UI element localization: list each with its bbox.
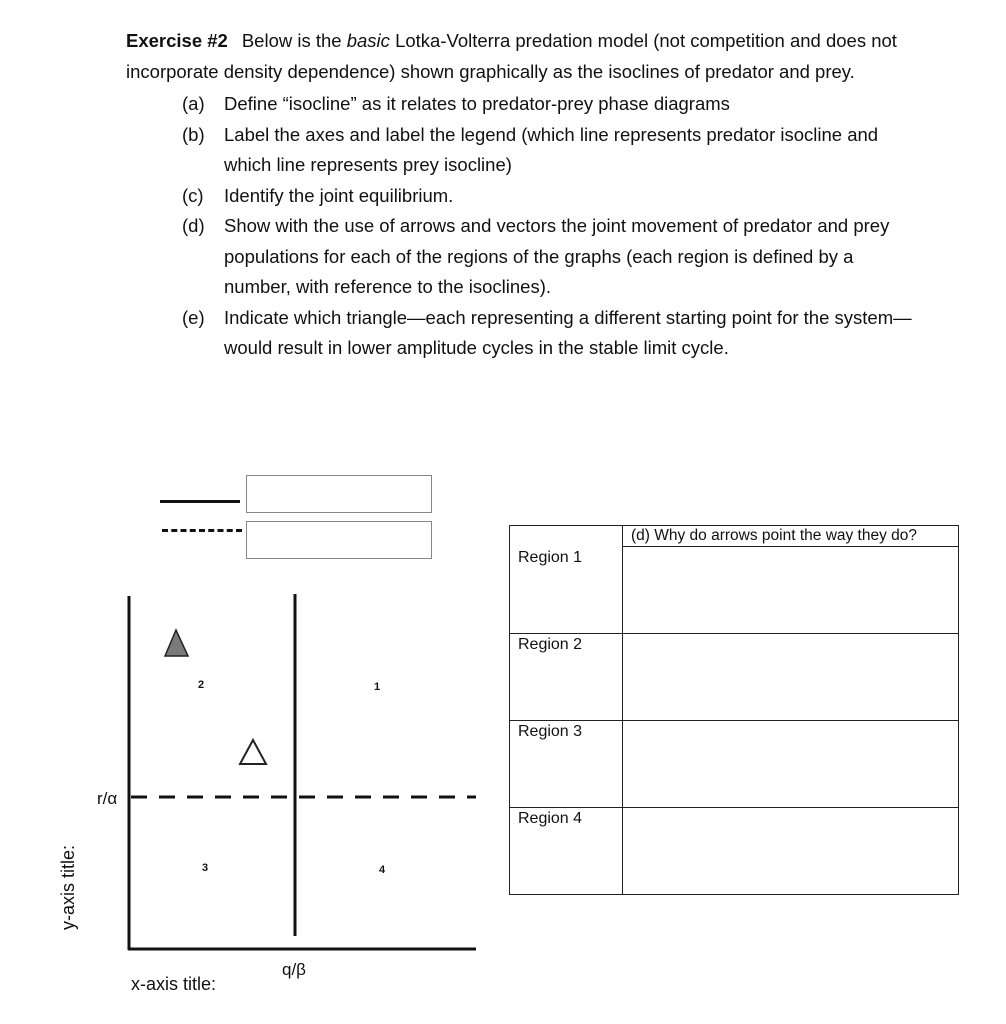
- region-answer-table: [509, 525, 959, 895]
- table-header-blank: [510, 526, 623, 547]
- region-number-3: 3: [202, 862, 209, 874]
- answer-cell-region-3[interactable]: [623, 720, 959, 807]
- intro-part-1: Below is the: [241, 30, 347, 51]
- question-item-b: [126, 120, 916, 181]
- open-triangle-icon: [240, 740, 266, 764]
- legend-solid-label-box[interactable]: [246, 475, 432, 513]
- item-mark: (c): [182, 184, 204, 206]
- item-text: Indicate which triangle—each representing a different starting point for the system—would result in lower amplitude cycles in the stable limit cycle.: [224, 306, 912, 358]
- table-header-row: [510, 526, 959, 547]
- exercise-text: [126, 26, 916, 364]
- intro-part-2: Lotka-Volterra predation model (not competition and does not incorporate density dependence) shown graphically as the isoclines of predator and prey.: [126, 30, 897, 82]
- question-item-d: [126, 211, 916, 303]
- x-isocline-label: q/β: [282, 960, 306, 979]
- legend-dashed-line: [162, 529, 242, 532]
- y-isocline-label: r/α: [97, 789, 118, 808]
- region-name-cell: Region 4: [510, 807, 623, 894]
- table-row: [510, 807, 959, 894]
- filled-triangle-icon: [165, 630, 188, 656]
- legend-dashed-label-box[interactable]: [246, 521, 432, 559]
- item-mark: (e): [182, 306, 205, 328]
- question-item-c: [126, 181, 916, 212]
- region-name-cell: Region 3: [510, 720, 623, 807]
- region-number-2: 2: [198, 679, 205, 691]
- region-name-cell: Region 1: [510, 547, 623, 634]
- y-axis-title: y-axis title:: [58, 844, 78, 930]
- item-text: Identify the joint equilibrium.: [224, 184, 454, 206]
- intro-italic: basic: [346, 30, 390, 51]
- item-mark: (b): [182, 123, 205, 145]
- question-item-e: [126, 303, 916, 364]
- table-row: [510, 633, 959, 720]
- item-mark: (d): [182, 215, 205, 236]
- item-text: Label the axes and label the legend (which line represents predator isocline and which line represents prey isocline): [224, 123, 879, 175]
- x-axis-title: x-axis title:: [131, 974, 217, 994]
- table-header-cell: (d) Why do arrows point the way they do?: [623, 526, 959, 547]
- region-number-1: 1: [374, 681, 381, 693]
- legend-solid-line: [160, 500, 240, 503]
- answer-cell-region-2[interactable]: [623, 633, 959, 720]
- answer-cell-region-1[interactable]: [623, 547, 959, 634]
- table-row: [510, 720, 959, 807]
- item-mark: (a): [182, 93, 205, 114]
- item-text: Show with the use of arrows and vectors the joint movement of predator and prey populations for each of the regions of the graphs (each region is defined by a number, with reference to the isoclines).: [224, 215, 890, 297]
- answer-cell-region-4[interactable]: [623, 807, 959, 894]
- question-item-a: [126, 89, 916, 120]
- region-number-4: 4: [379, 864, 386, 876]
- item-text: Define “isocline” as it relates to predator-prey phase diagrams: [224, 93, 730, 114]
- region-name-cell: Region 2: [510, 633, 623, 720]
- exercise-heading: Exercise #2: [126, 30, 228, 51]
- table-row: [510, 547, 959, 634]
- exercise-intro: [126, 26, 916, 87]
- question-list: [126, 89, 916, 364]
